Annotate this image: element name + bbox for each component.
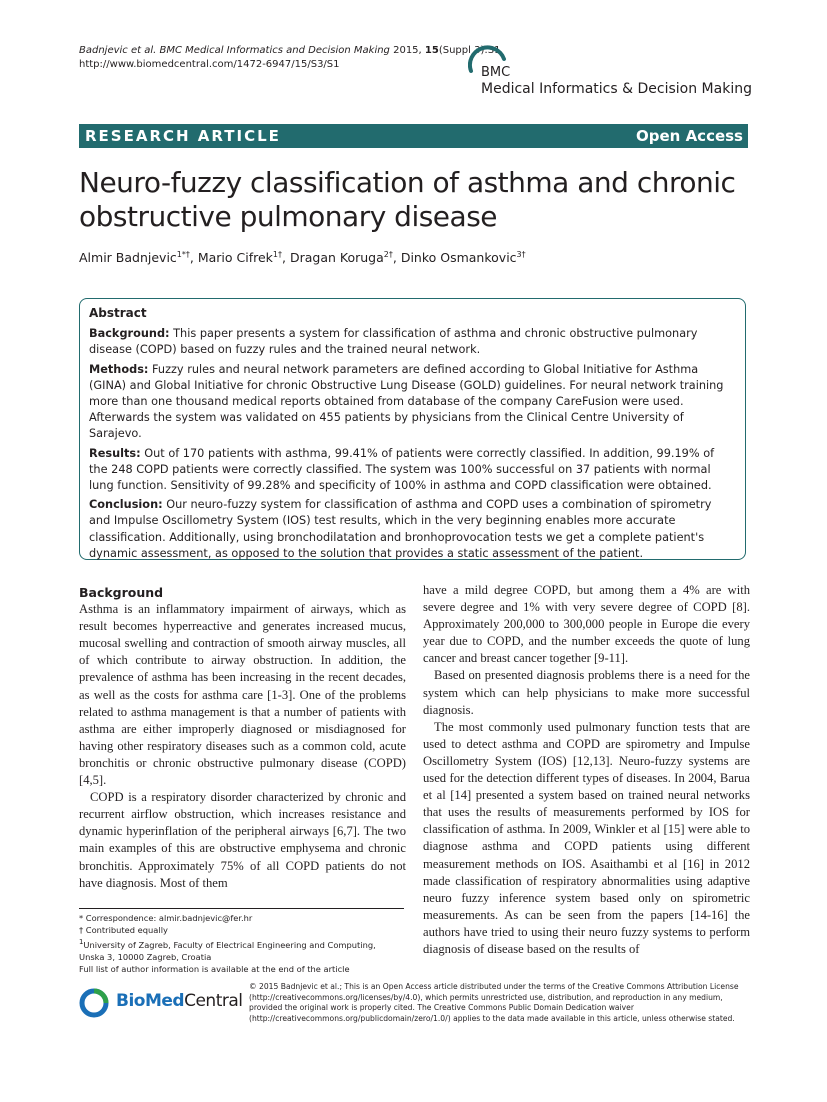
article-url[interactable]: http://www.biomedcentral.com/1472-6947/15/S3/S1 [79, 59, 340, 70]
author-affiliation-mark: 1*† [176, 250, 190, 259]
equal-contribution-note: † Contributed equally [79, 925, 168, 935]
body-column-right [423, 582, 750, 958]
author-name[interactable]: Dragan Koruga [289, 250, 384, 266]
article-title-line2: obstructive pulmonary disease [79, 200, 498, 233]
body-paragraph: Based on presented diagnosis problems there is a need for the system which can help physicians to make more successful diagnosis. [423, 668, 750, 717]
body-column-left [79, 584, 406, 892]
abstract-methods [89, 362, 736, 443]
abstract-conclusion-text: Our neuro-fuzzy system for classification of asthma and COPD uses a combination of spirometry and Impulse Oscillometry System (IOS) test results, which in the very beginning enables more accurate classification. Additionally, using bronchodilatation and bronhoprovocation tests we get a complete patient's dynamic assessment, as opposed to the solution that provides a static assessment of the patient. [89, 498, 712, 560]
citation-journal: BMC Medical Informatics and Decision Making [159, 45, 390, 56]
citation-issue: (Suppl 3):S1 [438, 45, 501, 56]
article-title [79, 166, 759, 234]
author-affiliation-mark: 3† [516, 250, 526, 259]
affiliation-note [79, 936, 409, 951]
biomed-central-logo-icon [79, 988, 113, 1018]
biomed-wordmark-bio: BioMed [116, 991, 185, 1011]
author-affiliation-mark: 1† [272, 250, 283, 259]
citation-authors: Badnjevic et al. [79, 45, 157, 56]
author-name[interactable]: Almir Badnjevic [79, 250, 177, 266]
author-affiliation-mark: 2† [383, 250, 393, 259]
affiliation-mark: 1 [79, 938, 84, 946]
body-paragraph: The most commonly used pulmonary function tests that are used to detect asthma and COPD are spirometry and Impulse Oscillometry System (IOS) [12,13]. Neuro-fuzzy systems are used for the detection different types of diseases. In 2004, Barua et al [14] presented a system based on trained neural networks that uses the results of measurements performed by IOS for classification of asthma. In 2009, Winkler et al [15] were able to diagnose asthma and COPD patients using different measurement methods on IOS. Asaithambi et al [16] in 2012 made classification of respiratory abnormalities using adaptive neuro fuzzy inference system based only on spirometric measurements. As can be seen from the papers [14-16] the authors have tried to using their neuro fuzzy systems to perform diagnosis of disease based on the results of [423, 719, 750, 956]
abstract-background-label: Background: [89, 327, 170, 341]
article-title-line1: Neuro-fuzzy classification of asthma and chronic [79, 166, 736, 199]
abstract-heading: Abstract [89, 306, 147, 320]
affiliation-line2: Unska 3, 10000 Zagreb, Croatia [79, 951, 212, 962]
abstract-conclusion [89, 497, 736, 562]
author-list: Almir Badnjevic$^{1*\dagger}$, Mario Cifrek$^{1\dagger}$, Dragan Koruga$^{2\dagger}$, Dinko Osmankovic$^{3\dagger}$ [79, 250, 526, 266]
body-paragraph: COPD is a respiratory disorder characterized by chronic and recurrent airflow obstruction, which increases resistance and dynamic hyperinflation of the peripheral airways [6,7]. The two main examples of this are obstructive emphysema and chronic bronchitis. Approximately 75% of all COPD patients do not have diagnosis. Most of them [79, 790, 406, 890]
abstract-methods-label: Methods: [89, 362, 149, 376]
abstract-results-text: Out of 170 patients with asthma, 99.41% of patients were correctly classified. In addition, 99.19% of the 248 COPD patients were correctly classified. The system was 100% successful on 37 patients with normal lung function. Sensitivity of 99.28% and specificity of 100% in asthma and COPD classification were obtained. [89, 446, 715, 493]
author-name[interactable]: Mario Cifrek [197, 250, 273, 266]
abstract-background [89, 326, 736, 358]
open-access-label: Open Access [636, 127, 743, 145]
footnote-divider [79, 908, 404, 909]
citation-header [79, 44, 500, 72]
journal-logo-name: Medical Informatics & Decision Making [481, 81, 752, 97]
body-paragraph: Asthma is an inflammatory impairment of airways, which as result becomes hyperreactive and generates increased mucus, mucosal swelling and contraction of smooth airway muscles, all of which contribute to airway obstruction. In addition, the prevalence of asthma has been increasing in the recent decades, as well as the costs for asthma care [1-3]. One of the problems related to asthma management is that a number of patients with asthma are either improperly diagnosed or misdiagnosed for having other respiratory diseases such as a common cold, acute bronchitis or chronic obstructive pulmonary disease (COPD) [4,5]. [79, 602, 406, 788]
article-type-banner [79, 124, 748, 148]
citation-year: 2015, [393, 45, 422, 56]
footnotes [79, 912, 409, 975]
author-name[interactable]: Dinko Osmankovic [400, 250, 517, 266]
abstract-box [79, 298, 746, 560]
abstract-results-label: Results: [89, 446, 141, 460]
journal-logo-bmc: BMC [481, 65, 511, 80]
abstract-conclusion-label: Conclusion: [89, 498, 163, 512]
full-author-info-note: Full list of author information is available at the end of the article [79, 963, 350, 974]
abstract-background-text: This paper presents a system for classification of asthma and chronic obstructive pulmonary disease (COPD) based on fuzzy rules and the trained neural network. [89, 327, 698, 357]
correspondence-note: * Correspondence: almir.badnjevic@fer.hr [79, 913, 253, 923]
license-text: © 2015 Badnjevic et al.; This is an Open Access article distributed under the terms of the Creative Commons Attribution License (http://creativecommons.org/licenses/by/4.0), which permits unrestricted use, distribution, and reproduction in any medium, provided the original work is properly cited. The Creative Commons Public Domain Dedication waiver (http://creativecommons.org/publicdomain/zero/1.0/) applies to the data made available in this article, unless otherwise stated. [249, 982, 739, 1023]
biomed-central-wordmark [116, 991, 243, 1011]
affiliation-line1: University of Zagreb, Faculty of Electrical Engineering and Computing, [83, 939, 376, 950]
citation-volume: 15 [424, 45, 439, 56]
body-paragraph: have a mild degree COPD, but among them a 4% are with severe degree and 1% with very severe degree of COPD [8]. Approximately 200,000 to 300,000 people in Europe die every year due to COPD, and the number exceeds the quote of lung cancer and breast cancer together [9-11]. [423, 583, 750, 666]
abstract-methods-text: Fuzzy rules and neural network parameters are defined according to Global Initiative for Asthma (GINA) and Global Initiative for chronic Obstructive Lung Disease (GOLD) guidelines. For neural network training more than one thousand medical reports obtained from database of the company CareFusion were used. Afterwards the system was validated on 455 patients by physicians from the Clinical Centre University of Sarajevo. [89, 362, 724, 441]
biomed-wordmark-central: Central [184, 991, 243, 1011]
abstract-results [89, 446, 736, 495]
section-heading-background: Background [79, 585, 164, 600]
article-type-label: RESEARCH ARTICLE [85, 127, 281, 145]
